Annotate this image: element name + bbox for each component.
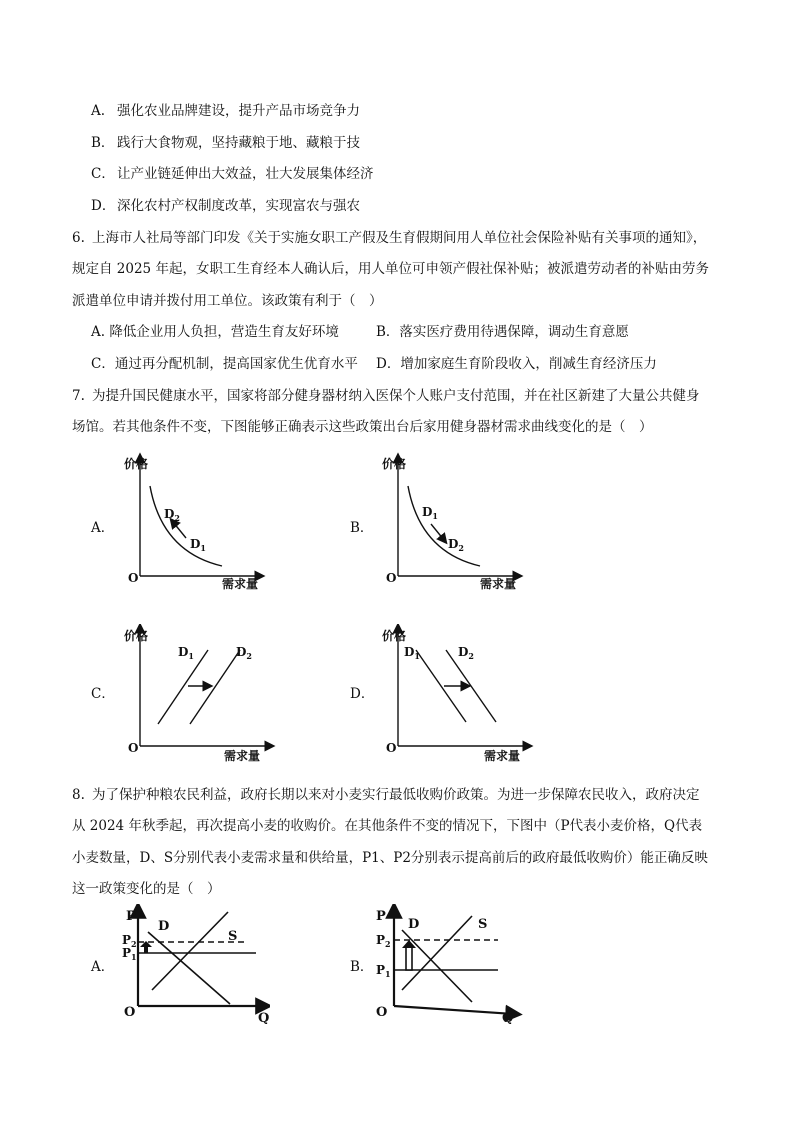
- demand-label: D: [408, 917, 420, 932]
- p2-label: $P_2$: [376, 933, 391, 949]
- curve-label-1: $D_1$: [404, 645, 420, 661]
- q7-figure-c-label: C．: [91, 686, 115, 702]
- shift-arrow: [173, 522, 186, 538]
- option-label: B．: [91, 135, 115, 151]
- stem-text: 上海市人社局等部门印发《关于实施女职工产假及生育假期间用人单位社会保险补贴有关事项的通知》，: [92, 230, 707, 246]
- shift-arrow: [431, 524, 444, 540]
- p1-label: $P_1$: [376, 963, 391, 979]
- option-text: 深化农村产权制度改革，实现富农与强农: [117, 198, 360, 214]
- q6-stem-line2: 规定自 2025 年起，女职工生育经本人确认后，用人单位可申领产假社保补贴；被派遣劳动者的补贴由劳务: [72, 261, 709, 277]
- option-text: 践行大食物观，坚持藏粮于地、藏粮于技: [117, 135, 360, 151]
- x-axis-label: 需求量: [484, 749, 521, 763]
- q5-option-c: [91, 164, 374, 184]
- q7-figure-b-label: B．: [350, 520, 374, 536]
- q7-figure-a: [118, 452, 268, 592]
- demand-curve-2: [190, 650, 240, 724]
- q7-figure-c: [118, 624, 278, 764]
- curve-label-1: $D_2$: [164, 507, 180, 523]
- q7-figure-b: [376, 452, 526, 592]
- curve-label-1: $D_1$: [422, 505, 438, 521]
- x-axis-label: 需求量: [480, 577, 517, 591]
- option-label: D．: [91, 198, 116, 214]
- q7-figure-a-label: A．: [91, 520, 115, 536]
- question-number: 6.: [72, 230, 85, 246]
- option-label: A.: [91, 103, 106, 119]
- q8-stem-line4: 这一政策变化的是（ ）: [72, 881, 221, 897]
- demand-line: [148, 932, 230, 1004]
- q6-option-d: D．增加家庭生育阶段收入，削减生育经济压力: [376, 356, 657, 372]
- q8-figure-a: [120, 904, 270, 1024]
- q7-figure-d: [376, 624, 536, 764]
- q5-option-a: [91, 101, 360, 121]
- q6-option-b: B．落实医疗费用待遇保障，调动生育意愿: [376, 324, 629, 340]
- y-axis-label: 价格: [124, 457, 149, 471]
- demand-curve-1: [158, 650, 208, 724]
- origin-label: O: [386, 741, 397, 755]
- y-axis-label: 价格: [382, 629, 407, 643]
- q6-stem-line1: [72, 228, 706, 248]
- q6-stem-line3: 派遣单位申请并拨付用工单位。该政策有利于（ ）: [72, 293, 383, 309]
- origin-label: O: [376, 1005, 388, 1020]
- curve-label-2: $D_2$: [236, 645, 252, 661]
- p-axis-label: P: [376, 909, 386, 924]
- q5-option-b: [91, 133, 360, 153]
- supply-label: S: [228, 929, 238, 944]
- option-text: 让产业链延伸出大效益，壮大发展集体经济: [117, 166, 374, 182]
- option-text: 强化农业品牌建设，提升产品市场竞争力: [117, 103, 360, 119]
- q8-figure-a-label: A．: [91, 959, 115, 975]
- demand-curve: [408, 486, 480, 566]
- stem-text: 为提升国民健康水平，国家将部分健身器材纳入医保个人账户支付范围，并在社区新建了大量公共健身: [92, 388, 700, 404]
- q7-stem-line1: [72, 386, 700, 406]
- curve-label-2: $D_2$: [458, 645, 474, 661]
- q5-option-d: [91, 196, 360, 216]
- demand-curve: [150, 486, 222, 566]
- origin-label: O: [128, 741, 139, 755]
- q6-option-c: C．通过再分配机制，提高国家优生优育水平: [91, 356, 358, 372]
- origin-label: O: [124, 1005, 136, 1020]
- q8-stem-line3: 小麦数量，D、S分别代表小麦需求量和供给量，P1、P2分别表示提高前后的政府最低收购价）能正确反映: [72, 850, 708, 866]
- question-number: 7.: [72, 388, 85, 404]
- p1-label: $P_1$: [122, 946, 137, 962]
- q8-figure-b-label: B．: [350, 959, 374, 975]
- option-label: C．: [91, 166, 115, 182]
- origin-label: O: [128, 571, 139, 585]
- raise-arrow-shaft: [406, 946, 412, 970]
- q-axis: [394, 1006, 514, 1014]
- curve-label-1: $D_1$: [178, 645, 194, 661]
- y-axis-label: 价格: [124, 629, 149, 643]
- q6-option-a: A. 降低企业用人负担，营造生育友好环境: [91, 324, 339, 340]
- y-axis-label: 价格: [382, 457, 407, 471]
- q8-figure-b: [374, 904, 524, 1024]
- q7-stem-line2: 场馆。若其他条件不变，下图能够正确表示这些政策出台后家用健身器材需求曲线变化的是（ ）: [72, 419, 653, 435]
- demand-label: D: [158, 919, 170, 934]
- x-axis-label: 需求量: [222, 577, 259, 591]
- p2-label: $P_2$: [122, 933, 137, 949]
- origin-label: O: [386, 571, 397, 585]
- curve-label-2: $D_1$: [190, 537, 206, 553]
- q7-figure-d-label: D．: [350, 686, 375, 702]
- supply-label: S: [478, 917, 488, 932]
- q-axis-label: Q: [502, 1011, 514, 1024]
- question-number: 8.: [72, 787, 85, 803]
- curve-label-2: $D_2$: [448, 537, 464, 553]
- stem-text: 为了保护种粮农民利益，政府长期以来对小麦实行最低收购价政策。为进一步保障农民收入，政府决定: [92, 787, 700, 803]
- q-axis-label: Q: [258, 1011, 270, 1024]
- p-axis-label: P: [126, 909, 136, 924]
- q8-stem-line2: 从 2024 年秋季起，再次提高小麦的收购价。在其他条件不变的情况下，下图中（P代表小麦价格，Q代表: [72, 818, 703, 834]
- x-axis-label: 需求量: [224, 749, 261, 763]
- q8-stem-line1: [72, 785, 700, 805]
